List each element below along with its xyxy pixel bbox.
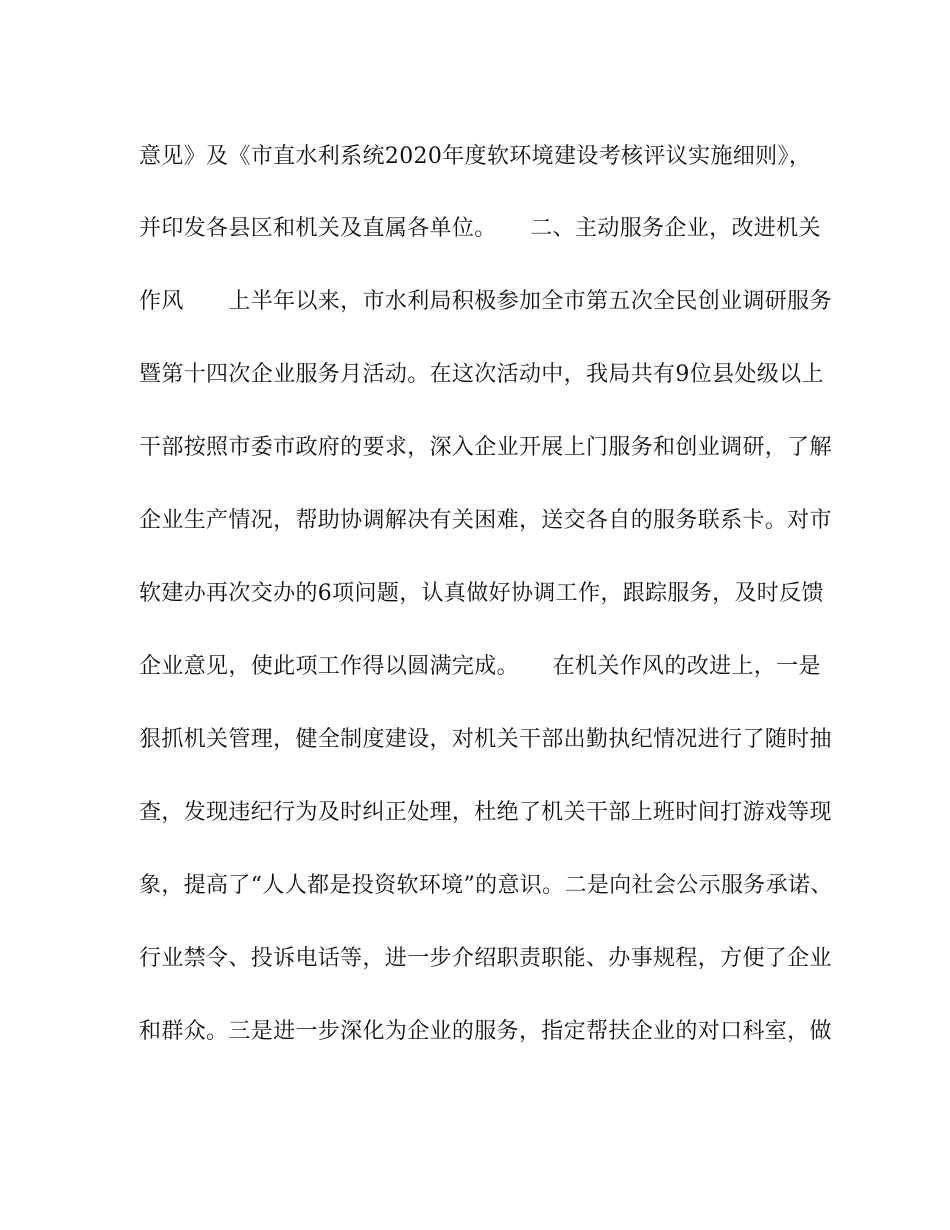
text-line: 企业意见，使此项工作得以圆满完成。 在机关作风的改进上，一是: [139, 654, 821, 679]
text-line: 企业生产情况，帮助协调解决有关困难，送交各自的服务联系卡。对市: [139, 508, 832, 533]
text-line: 行业禁令、投诉电话等，进一步介绍职责职能、办事规程，方便了企业: [139, 946, 832, 971]
text-line: 意见》及《市直水利系统2020年度软环境建设考核评议实施细则》，: [139, 144, 812, 169]
text-line: 软建办再次交办的6项问题，认真做好协调工作，跟踪服务，及时反馈: [139, 581, 824, 606]
text-line: 并印发各县区和机关及直属各单位。 二、主动服务企业，改进机关: [139, 216, 821, 241]
text-line: 象，提高了“人人都是投资软环境”的意识。二是向社会公示服务承诺、: [139, 873, 833, 898]
text-line: 暨第十四次企业服务月活动。在这次活动中，我局共有9位县处级以上: [139, 362, 824, 387]
text-line: 和群众。三是进一步深化为企业的服务，指定帮扶企业的对口科室，做: [139, 1019, 832, 1044]
text-line: 作风 上半年以来，市水利局积极参加全市第五次全民创业调研服务: [139, 289, 832, 314]
text-line: 狠抓机关管理，健全制度建设，对机关干部出勤执纪情况进行了随时抽: [139, 727, 832, 752]
text-line: 干部按照市委市政府的要求，深入企业开展上门服务和创业调研，了解: [139, 435, 832, 460]
text-line: 查，发现违纪行为及时纠正处理，杜绝了机关干部上班时间打游戏等现: [139, 800, 832, 825]
